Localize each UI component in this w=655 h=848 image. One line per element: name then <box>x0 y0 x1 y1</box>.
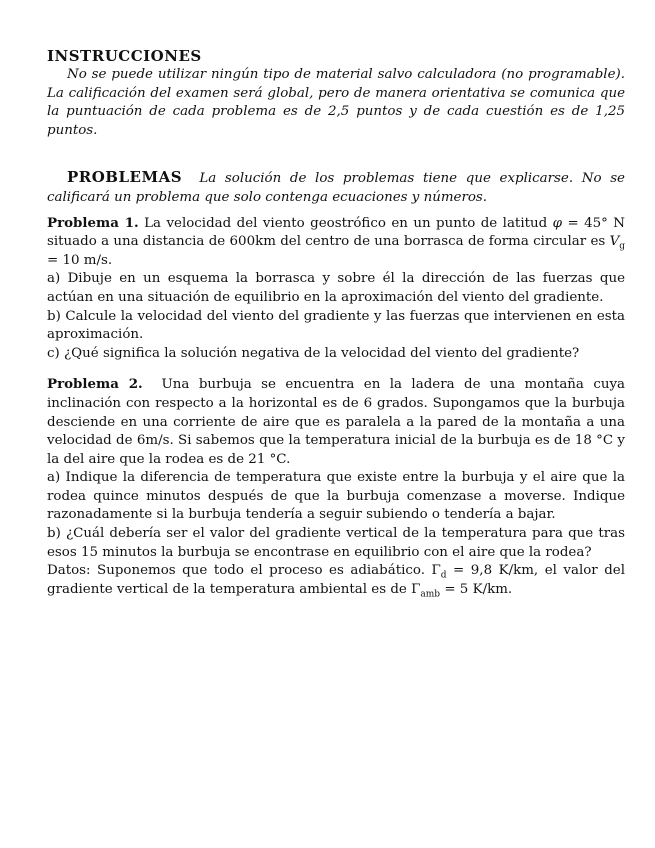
phi-symbol: φ <box>552 215 563 231</box>
problems-heading: PROBLEMAS <box>67 168 183 187</box>
data-text-a: Suponemos que todo el proceso es adiabático. <box>90 563 432 579</box>
problem-2-statement <box>47 375 625 469</box>
problems-intro <box>47 168 625 207</box>
gamma-d-symbol: Γ <box>431 563 441 579</box>
problem-2-part-b: b) ¿Cuál debería ser el valor del gradiente vertical de la temperatura para que tras esos 15 minutos la burbuja se encontrase en equilibrio con el aire que la rodea? <box>47 526 625 560</box>
problem-2-intro: Una burbuja se encuentra en la ladera de una montaña cuya inclinación con respecto a la horizontal es de 6 grados. Supongamos que la burbuja desciende en una corriente de aire que es paralela a la pared de la montaña a una velocidad de 6m/s. Si sabemos que la temperatura inicial de la burbuja es de 18 °C y la del aire que la rodea es de 21 °C. <box>47 377 626 467</box>
vg-subscript: g <box>619 241 625 252</box>
problem-1-part-b: b) Calcule la velocidad del viento del gradiente y las fuerzas que intervienen en esta aproximación. <box>47 308 625 343</box>
exam-page <box>47 46 625 599</box>
problem-1-part-c: c) ¿Qué significa la solución negativa de la velocidad del viento del gradiente? <box>47 345 580 361</box>
vg-symbol: V <box>609 234 620 250</box>
gamma-amb-symbol: Γ <box>411 581 421 597</box>
problem-2 <box>47 375 625 599</box>
instructions-heading: INSTRUCCIONES <box>47 47 202 65</box>
problem-1-part-a: a) Dibuje en un esquema la borrasca y sobre él la dirección de las fuerzas que actúan en una situación de equilibrio en la aproximación del viento del gradiente. <box>47 271 625 305</box>
problems-instructions-text: La solución de los problemas tiene que explicarse. No se calificará un problema que solo contenga ecuaciones y números. <box>47 171 625 205</box>
problem-1-statement <box>47 214 625 271</box>
problem-1-label: Problema 1. <box>47 214 139 231</box>
problem-2-label: Problema 2. <box>47 376 143 393</box>
data-label: Datos: <box>47 563 91 579</box>
problem-1-intro-b: = 45° N situado a una distancia de 600km del centro de una borrasca de forma circular es <box>47 215 626 250</box>
problem-1 <box>47 214 625 364</box>
data-text-b: = 9,8 K/km, el valor del gradiente vertical de la temperatura ambiental es de <box>47 563 625 597</box>
problem-2-data <box>47 562 625 599</box>
instructions-text: No se puede utilizar ningún tipo de material salvo calculadora (no programable). La calificación del examen será global, pero de manera orientativa se comunica que la puntuación de cada problema es de 2,5 puntos y de cada cuestión es de 1,25 puntos. <box>47 67 625 138</box>
problem-2-part-a: a) Indique la diferencia de temperatura que existe entre la burbuja y el aire que la rodea quince minutos después de que la burbuja comenzase a moverse. Indique razonadamente si la burbuja tendería a seguir subiendo o tendería a bajar. <box>47 470 625 523</box>
gamma-amb-subscript: amb <box>420 589 441 600</box>
data-text-c: = 5 K/km. <box>440 581 513 597</box>
problems-section <box>47 168 625 207</box>
problem-1-intro-a: La velocidad del viento geostrófico en un punto de latitud <box>144 215 553 231</box>
problem-1-intro-c: = 10 m/s. <box>47 252 113 268</box>
instructions-section <box>47 46 625 140</box>
gamma-d-subscript: d <box>440 570 447 581</box>
